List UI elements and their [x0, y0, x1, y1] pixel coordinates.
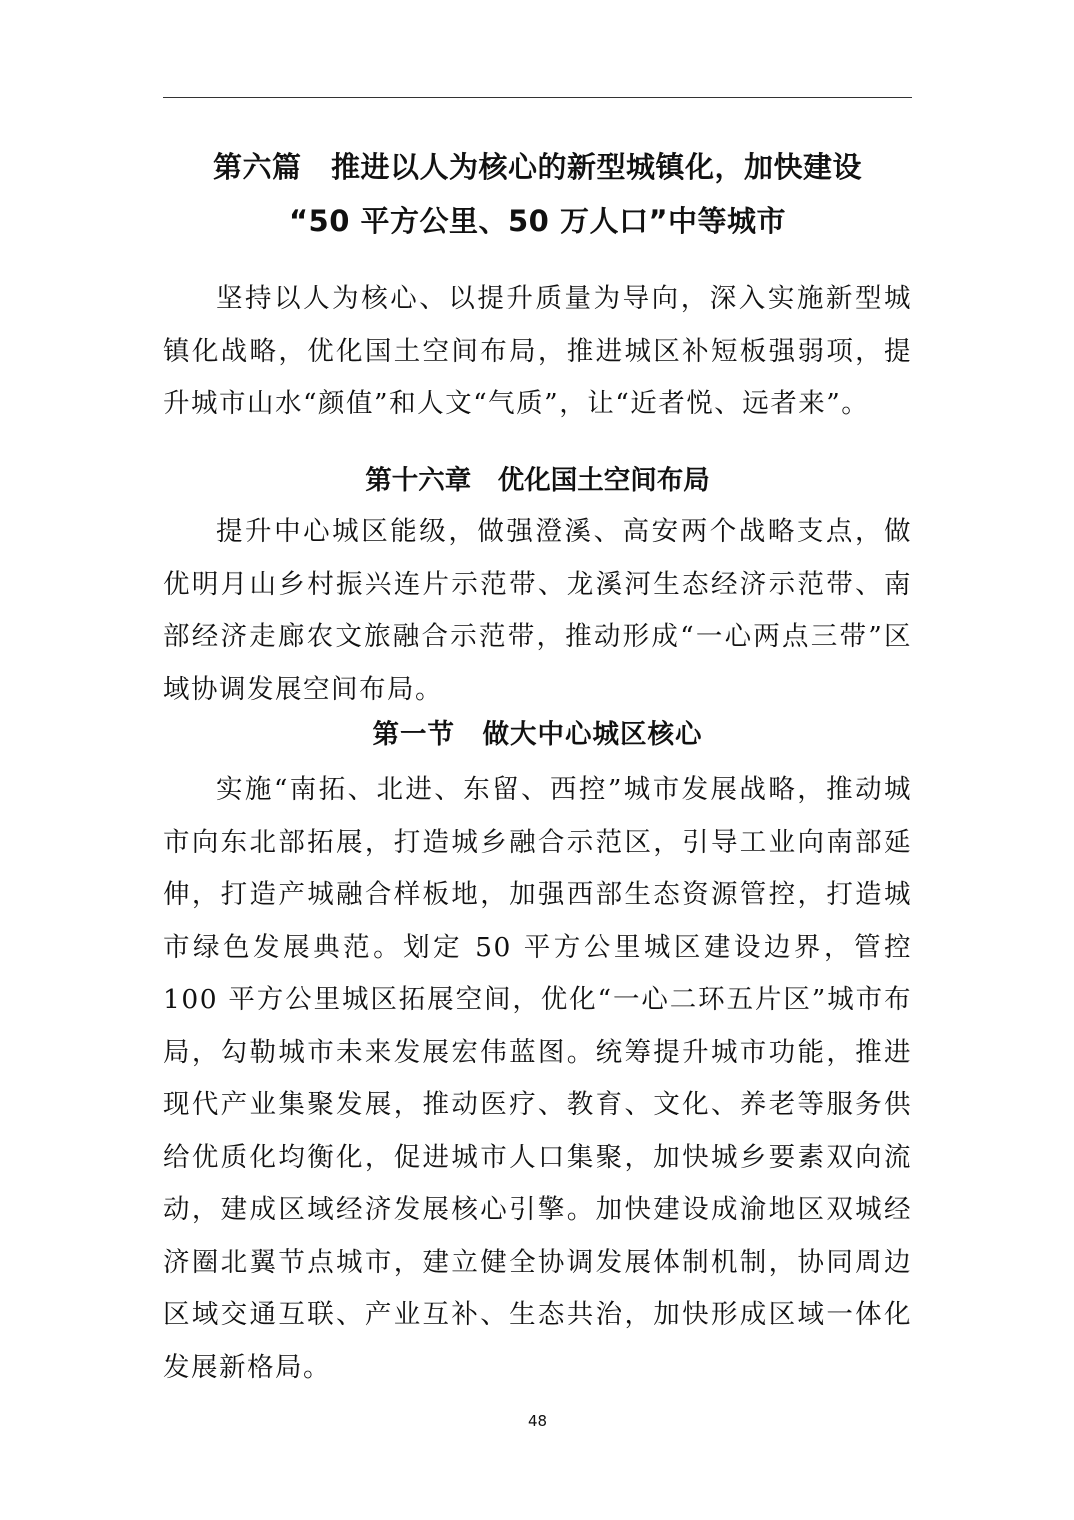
section-title: 第一节 做大中心城区核心: [372, 719, 703, 750]
part-title-line-1: 第六篇 推进以人为核心的新型城镇化，加快建设: [212, 150, 862, 184]
part-intro-paragraph: 坚持以人为核心、以提升质量为导向，深入实施新型城镇化战略，优化国土空间布局，推进城区补短板强弱项，提升城市山水“颜值”和人文“气质”，让“近者悦、远者来”。: [163, 283, 912, 419]
section-body-paragraph: 实施“南拓、北进、东留、西控”城市发展战略，推动城市向东北部拓展，打造城乡融合示范区，引导工业向南部延伸，打造产城融合样板地，加强西部生态资源管控，打造城市绿色发展典范。划定 50 平方公里城区建设边界，管控 100 平方公里城区拓展空间，优化“一心二环五片区”城市布局，勾勒城市未来发展宏伟蓝图。统筹提升城市功能，推进现代产业集聚发展，推动医疗、教育、文化、养老等服务供给优质化均衡化，促进城市人口集聚，加快城乡要素双向流动，建成区域经济发展核心引擎。加快建设成渝地区双城经济圈北翼节点城市，建立健全协调发展体制机制，协同周边区域交通互联、产业互补、生态共治，加快形成区域一体化发展新格局。: [163, 774, 912, 1383]
chapter-title: 第十六章 优化国土空间布局: [365, 465, 710, 496]
part-title: [163, 140, 912, 248]
part-title-line-2: “50 平方公里、50 万人口”中等城市: [288, 204, 787, 238]
header-rule: [163, 97, 912, 98]
page-number: 48: [527, 1412, 548, 1430]
chapter-body-paragraph: 提升中心城区能级，做强澄溪、高安两个战略支点，做优明月山乡村振兴连片示范带、龙溪河生态经济示范带、南部经济走廊农文旅融合示范带，推动形成“一心两点三带”区域协调发展空间布局。: [163, 516, 912, 705]
